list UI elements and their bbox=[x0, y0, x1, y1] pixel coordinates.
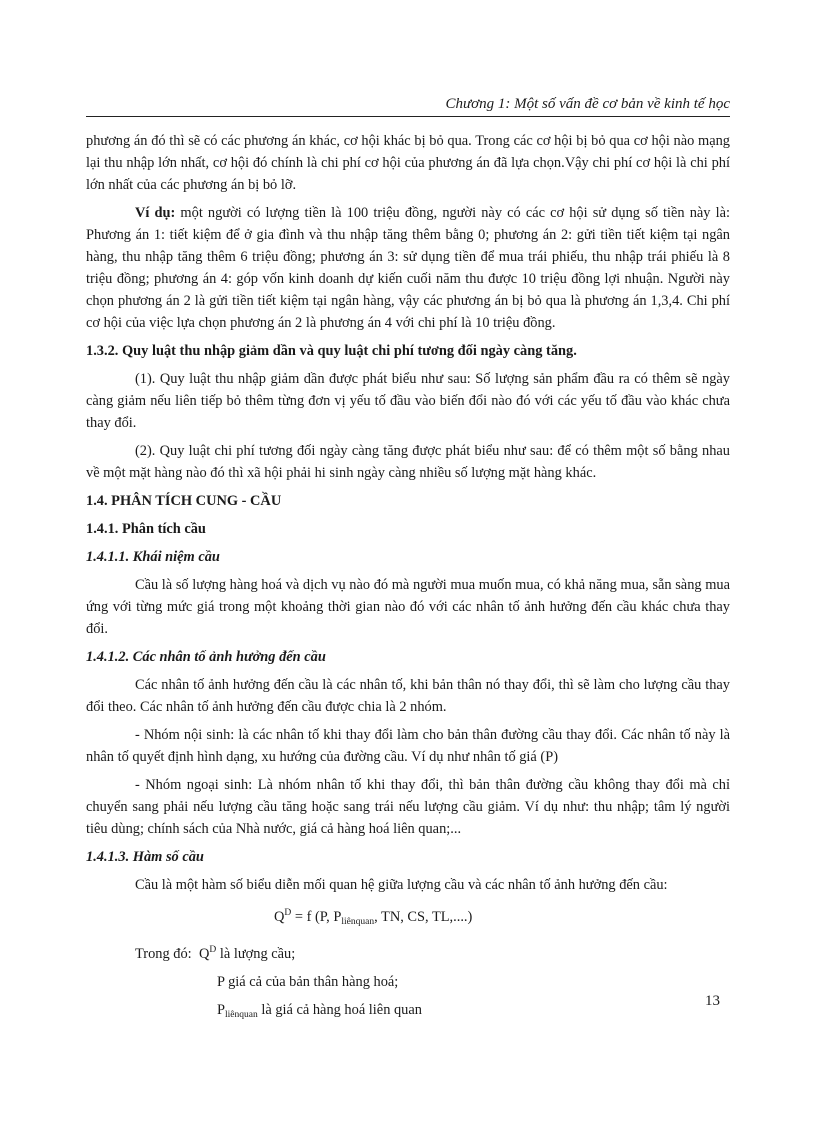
definition-label: Trong đó: bbox=[135, 946, 192, 962]
heading-1-3-2: 1.3.2. Quy luật thu nhập giảm dần và quy luật chi phí tương đối ngày càng tăng. bbox=[86, 343, 577, 359]
paragraph-demand-factors: Các nhân tố ảnh hưởng đến cầu là các nhân tố, khi bản thân nó thay đổi, thì sẽ làm cho lượng cầu thay đổi theo. Các nhân tố ảnh hưởng đến cầu được chia là 2 nhóm. bbox=[86, 677, 730, 715]
demand-function-formula: $Q^D = f$ (P, $P_{liênquan}$, TN, CS, TL,....) bbox=[274, 908, 473, 927]
definition-qd: Trong đó: $Q^D$ là lượng cầu; bbox=[86, 939, 730, 965]
paragraph-internal-group: - Nhóm nội sinh: là các nhân tố khi thay đổi làm cho bản thân đường cầu thay đổi. Các nhân tố này là nhân tố quyết định hình dạng, xu hướng của đường cầu. Ví dụ như nhân tố giá (P) bbox=[86, 727, 730, 765]
page-number: 13 bbox=[705, 993, 720, 1009]
heading-1-4-1-1: 1.4.1.1. Khái niệm cầu bbox=[86, 549, 220, 565]
definition-p-related: $P_{liênquan}$ là giá cả hàng hoá liên quan bbox=[217, 1002, 422, 1020]
heading-1-4-1: 1.4.1. Phân tích cầu bbox=[86, 521, 206, 537]
example-text: một người có lượng tiền là 100 triệu đồng, người này có các cơ hội sử dụng số tiền này là: Phương án 1: tiết kiệm để ở gia đình và thu nhập tăng thêm bằng 0; phương án 2: gửi tiền tiết kiệm tại ngân hàng, thu nhập tăng thêm 6 triệu đồng; phương án 3: sử dụng tiền để mua trái phiếu, thu nhập trái phiếu là 8 triệu đồng; phương án 4: góp vốn kinh doanh dự kiến cuối năm thu được 10 triệu đồng lợi nhuận. Người này chọn phương án 2 là gửi tiền tiết kiệm tại ngân hàng, vậy các phương án bị bỏ qua là phương án 1,3,4. Chi phí cơ hội của việc lựa chọn phương án 2 là phương án 4 với chi phí là 10 triệu đồng. bbox=[86, 205, 730, 331]
page-body bbox=[86, 130, 730, 1032]
paragraph-example bbox=[86, 202, 730, 334]
heading-1-4-1-2: 1.4.1.2. Các nhân tố ảnh hưởng đến cầu bbox=[86, 649, 326, 665]
paragraph-law-2: (2). Quy luật chi phí tương đối ngày càng tăng được phát biểu như sau: để có thêm một số bằng nhau về một mặt hàng nào đó thì xã hội phải hi sinh ngày càng nhiều số lượng mặt hàng khác. bbox=[86, 443, 730, 481]
heading-1-4-1-3: 1.4.1.3. Hàm số cầu bbox=[86, 849, 204, 865]
paragraph-external-group: - Nhóm ngoại sinh: Là nhóm nhân tố khi thay đổi, thì bản thân đường cầu không thay đổi mà chỉ chuyển sang phải nếu lượng cầu tăng hoặc sang trái nếu lượng cầu giảm. Ví dụ như: thu nhập; tâm lý người tiêu dùng; chính sách của Nhà nước, giá cả hàng hoá liên quan;... bbox=[86, 777, 730, 837]
paragraph-demand-concept: Cầu là số lượng hàng hoá và dịch vụ nào đó mà người mua muốn mua, có khả năng mua, sẵn sàng mua ứng với từng mức giá trong một khoảng thời gian nào đó với các nhân tố ảnh hưởng đến cầu khác chưa thay đổi. bbox=[86, 577, 730, 637]
chapter-title: Chương 1: Một số vấn đề cơ bản về kinh tế học bbox=[445, 96, 730, 112]
example-label: Ví dụ: bbox=[135, 205, 176, 221]
paragraph-demand-function: Cầu là một hàm số biểu diễn mối quan hệ giữa lượng cầu và các nhân tố ảnh hưởng đến cầu: bbox=[135, 877, 668, 893]
paragraph-law-1: (1). Quy luật thu nhập giảm dần được phát biểu như sau: Số lượng sản phẩm đầu ra có thêm sẽ ngày càng giảm nếu liên tiếp bỏ thêm từng đơn vị yếu tố đầu vào biến đổi nào đó với các yếu tố đầu vào khác chưa thay đổi. bbox=[86, 371, 730, 431]
heading-1-4: 1.4. PHÂN TÍCH CUNG - CẦU bbox=[86, 493, 282, 509]
page-header bbox=[86, 96, 730, 117]
definition-p: P giá cả của bản thân hàng hoá; bbox=[217, 974, 399, 990]
paragraph-opportunity-cost: phương án đó thì sẽ có các phương án khác, cơ hội khác bị bỏ qua. Trong các cơ hội bị bỏ qua cơ hội nào mạng lại thu nhập lớn nhất, cơ hội đó chính là chi phí cơ hội của phương án đã lựa chọn.Vậy chi phí cơ hội là chi phí lớn nhất của các phương án bị bỏ lỡ. bbox=[86, 133, 730, 193]
